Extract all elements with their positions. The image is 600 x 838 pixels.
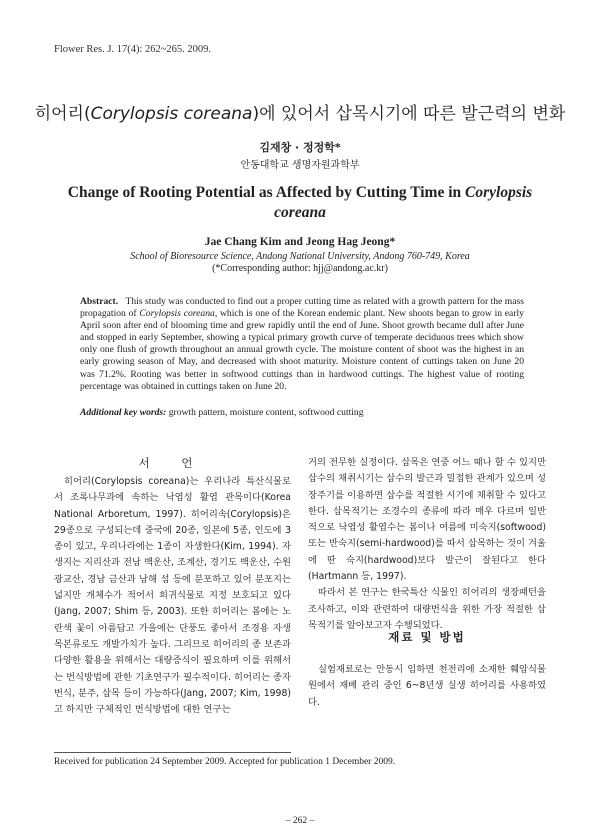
abstract-species: Corylopsis coreana, xyxy=(139,308,218,320)
methods-section xyxy=(308,662,546,711)
methods-paragraph: 실험재료로는 안동시 임하면 천전리에 소재한 훼암식물원에서 재배 관리 중인 6~8년생 실생 히어리를 사용하였다. xyxy=(308,664,546,708)
right-column xyxy=(308,455,546,634)
korean-authors: 김재창 · 정정학* xyxy=(259,141,341,154)
english-title-genus: Corylopsis xyxy=(465,184,533,201)
right-paragraph-2: 따라서 본 연구는 한국특산 식물인 히어리의 생장패턴을 조사하고, 이와 관련하여 대량번식을 위한 가장 적절한 삽목적기를 알아보고자 수행되었다. xyxy=(308,587,546,631)
english-title-main: Change of Rooting Potential as Affected by Cutting Time in xyxy=(67,184,466,201)
methods-heading: 재료 및 방법 xyxy=(388,630,466,644)
korean-title-suffix: )에 있어서 삽목시기에 따른 발근력의 변화 xyxy=(252,104,566,124)
page-number: – 262 – xyxy=(285,816,315,826)
korean-title-species: Corylopsis coreana xyxy=(90,104,253,124)
footnote: Received for publication 24 September 2009. Accepted for publication 1 December 2009. xyxy=(54,757,396,767)
journal-citation: Flower Res. J. 17(4): 262~265. 2009. xyxy=(54,44,212,55)
keywords-label: Additional key words: xyxy=(80,407,167,418)
english-affiliation: School of Bioresource Science, Andong National University, Andong 760-749, Korea xyxy=(130,251,470,262)
english-title-species: coreana xyxy=(274,204,326,221)
korean-title-prefix: 히어리( xyxy=(34,104,91,124)
left-column xyxy=(54,474,291,718)
abstract-text-2: which is one of the Korean endemic plant. New shoots began to grow in early April soon after end of blooming time and grew rapidly until the end of June. Shoot growth became dull after June and stopped in early September, showing a typical primary growth curve of temperate deciduous trees which show only one flush of growth throughout an annual growth cycle. The moisture content of shoot was the highest in an early growing season of May, and decreased with shoot maturity. Moisture content of cuttings taken on June 20 was 71.2%. Rooting was better in softwood cuttings than in hardwood cuttings. The highest value of rooting percentage was obtained in cuttings taken on June 20. xyxy=(80,308,524,392)
right-paragraph-1: 거의 전무한 실정이다. 삽목은 연중 어느 때나 할 수 있지만 삽수의 채취시기는 삽수의 발근과 밀접한 관계가 있으며 성장주기를 이용하면 삽수를 적절한 시기에 채취할 수 있다고 한다. 삽목적기는 조경수의 종류에 따라 매우 다르며 일반적으로 낙엽성 활엽수는 봄이나 여름에 미숙지(softwood) 또는 반숙지(semi-hardwood)를 따서 삽목하는 것이 겨울에 딴 숙지(hardwood)보다 발근이 잘된다고 한다(Hartmann 등, 1997). xyxy=(308,457,546,583)
abstract-text-1: This study was conducted to find out a proper cutting time as related with a growth pattern for the mass propagation of xyxy=(80,296,524,320)
keywords xyxy=(80,407,524,418)
korean-title xyxy=(0,99,600,124)
abstract xyxy=(80,296,524,393)
introduction-heading: 서 언 xyxy=(138,456,207,470)
keywords-text: growth pattern, moisture content, softwood cutting xyxy=(166,407,364,418)
english-title xyxy=(40,183,560,223)
english-authors: Jae Chang Kim and Jeong Hag Jeong* xyxy=(204,236,396,248)
intro-paragraph: 히어리(Corylopsis coreana)는 우리나라 특산식물로서 조록나무과에 속하는 낙엽성 활엽 관목이다(Korea National Arboretum, 1997). 히어리속(Corylopsis)은 29종으로 구성되는데 중국에 20종, 일본에 5종, 인도에 3종이 있고, 우리나라에는 1종이 자생한다(Kim, 1994). 자생지는 지리산과 전남 백운산, 조계산, 경기도 백운산, 수원 광교산, 경남 금산과 남해 섬 등에 분포하고 있어 분포지는 넓지만 개체수가 적어서 희귀식물로 지정 보호되고 있다(Jang, 2007; Shim 등, 2003). 또한 히어리는 봄에는 노란색 꽃이 아름답고 가을에는 단풍도 좋아서 조경용 자생 목본류로도 개발가치가 높다. 그리므로 히어리의 종 보존과 다양한 활용을 위해서는 대량증식이 필요하며 이를 위해서는 번식방법에 관한 기초연구가 필수적이다. 히어리는 종자번식, 분주, 삽목 등이 가능하다(Jang, 2007; Kim, 1998)고 하지만 구체적인 번식방법에 대한 연구는 xyxy=(54,476,291,716)
abstract-label: Abstract. xyxy=(80,296,119,307)
korean-affiliation: 안동대학교 생명자원과학부 xyxy=(240,160,360,171)
corresponding-author: (*Corresponding author: hjj@andong.ac.kr) xyxy=(212,263,388,274)
footnote-divider xyxy=(54,752,291,753)
